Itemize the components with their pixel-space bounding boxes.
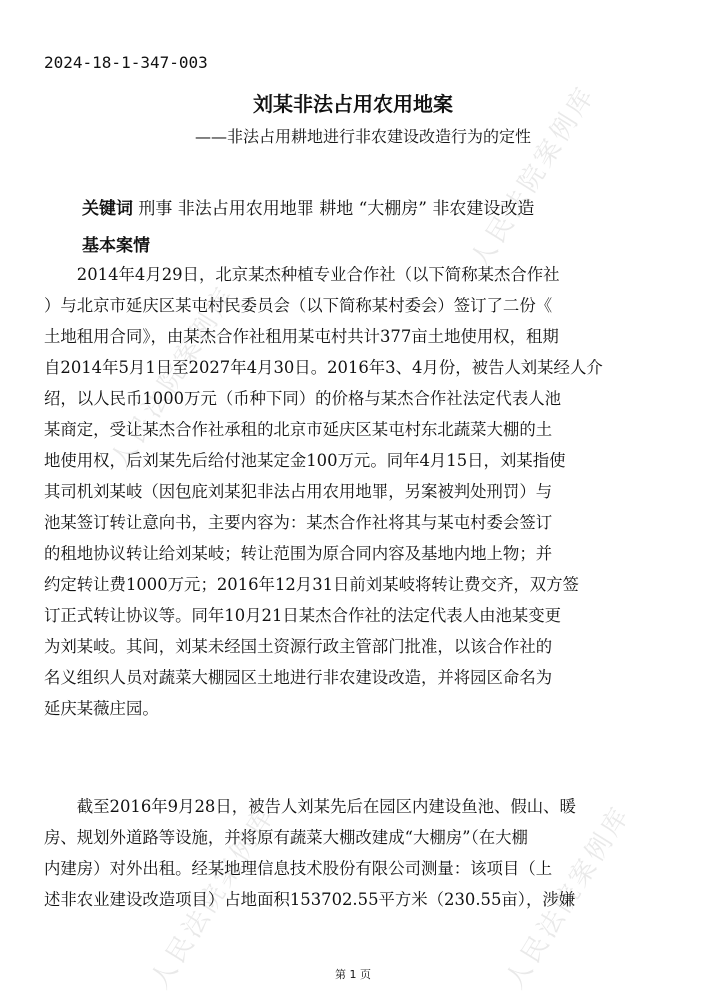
text-line: 房、规划外道路等设施，并将原有蔬菜大棚改建成“大棚房”（在大棚 <box>44 828 528 847</box>
text-line: 述非农业建设改造项目）占地面积153702.55平方米（230.55亩），涉嫌 <box>44 890 576 909</box>
text-line: 名义组织人员对蔬菜大棚园区土地进行非农建设改造，并将园区命名为 <box>44 668 553 687</box>
text-line: 约定转让费1000万元；2016年12月31日前刘某岐将转让费交齐，双方签 <box>44 575 579 594</box>
text-line: 2014年4月29日，北京某杰种植专业合作社（以下简称某杰合作社 <box>44 265 560 284</box>
watermark: 人民法院案例库 <box>145 800 282 995</box>
text-line: 池某签订转让意向书，主要内容为：某杰合作社将其与某屯村委会签订 <box>44 513 553 532</box>
watermark: 人民法院案例库 <box>500 800 637 995</box>
watermark: 人民法院案例库 <box>105 280 242 475</box>
keywords-label: 关键词 <box>82 199 133 219</box>
keywords-text: 刑事 非法占用农用地罪 耕地 “大棚房” 非农建设改造 <box>138 199 535 219</box>
text-line: 延庆某薇庄园。 <box>44 699 159 718</box>
text-line: 自2014年5月1日至2027年4月30日。2016年3、4月份，被告人刘某经人介 <box>44 358 603 377</box>
keywords-line <box>82 194 534 219</box>
text-line: 为刘某岐。其间，刘某未经国土资源行政主管部门批准，以该合作社的 <box>44 637 553 656</box>
text-line: 绍，以人民币1000万元（币种下同）的价格与某杰合作社法定代表人池 <box>44 389 562 408</box>
text-line: 地使用权，后刘某先后给付池某定金100万元。同年4月15日，刘某指使 <box>44 451 566 470</box>
text-line: 订正式转让协议等。同年10月21日某杰合作社的法定代表人由池某变更 <box>44 606 562 625</box>
text-line: 的租地协议转让给刘某岐；转让范围为原合同内容及基地内地上物；并 <box>44 544 553 563</box>
page-number: 第 1 页 <box>335 968 371 981</box>
section-heading: 基本案情 <box>82 236 150 256</box>
document-title: 刘某非法占用农用地案 <box>253 92 453 116</box>
text-line: 土地租用合同》，由某杰合作社租用某屯村共计377亩土地使用权，租期 <box>44 327 559 346</box>
text-line: 截至2016年9月28日，被告人刘某先后在园区内建设鱼池、假山、暖 <box>44 797 576 816</box>
text-line: 其司机刘某岐（因包庇刘某犯非法占用农用地罪，另案被判处刑罚）与 <box>44 482 553 501</box>
paragraph <box>44 791 576 915</box>
case-number: 2024-18-1-347-003 <box>44 53 208 72</box>
text-line: ）与北京市延庆区某屯村民委员会（以下简称某村委会）签订了二份《 <box>44 296 553 315</box>
document-subtitle: ——非法占用耕地进行非农建设改造行为的定性 <box>195 127 532 146</box>
text-line: 内建房）对外出租。经某地理信息技术股份有限公司测量：该项目（上 <box>44 859 553 878</box>
paragraph <box>44 259 603 724</box>
text-line: 某商定，受让某杰合作社承租的北京市延庆区某屯村东北蔬菜大棚的土 <box>44 420 553 439</box>
watermark: 人民法院案例库 <box>465 80 602 275</box>
